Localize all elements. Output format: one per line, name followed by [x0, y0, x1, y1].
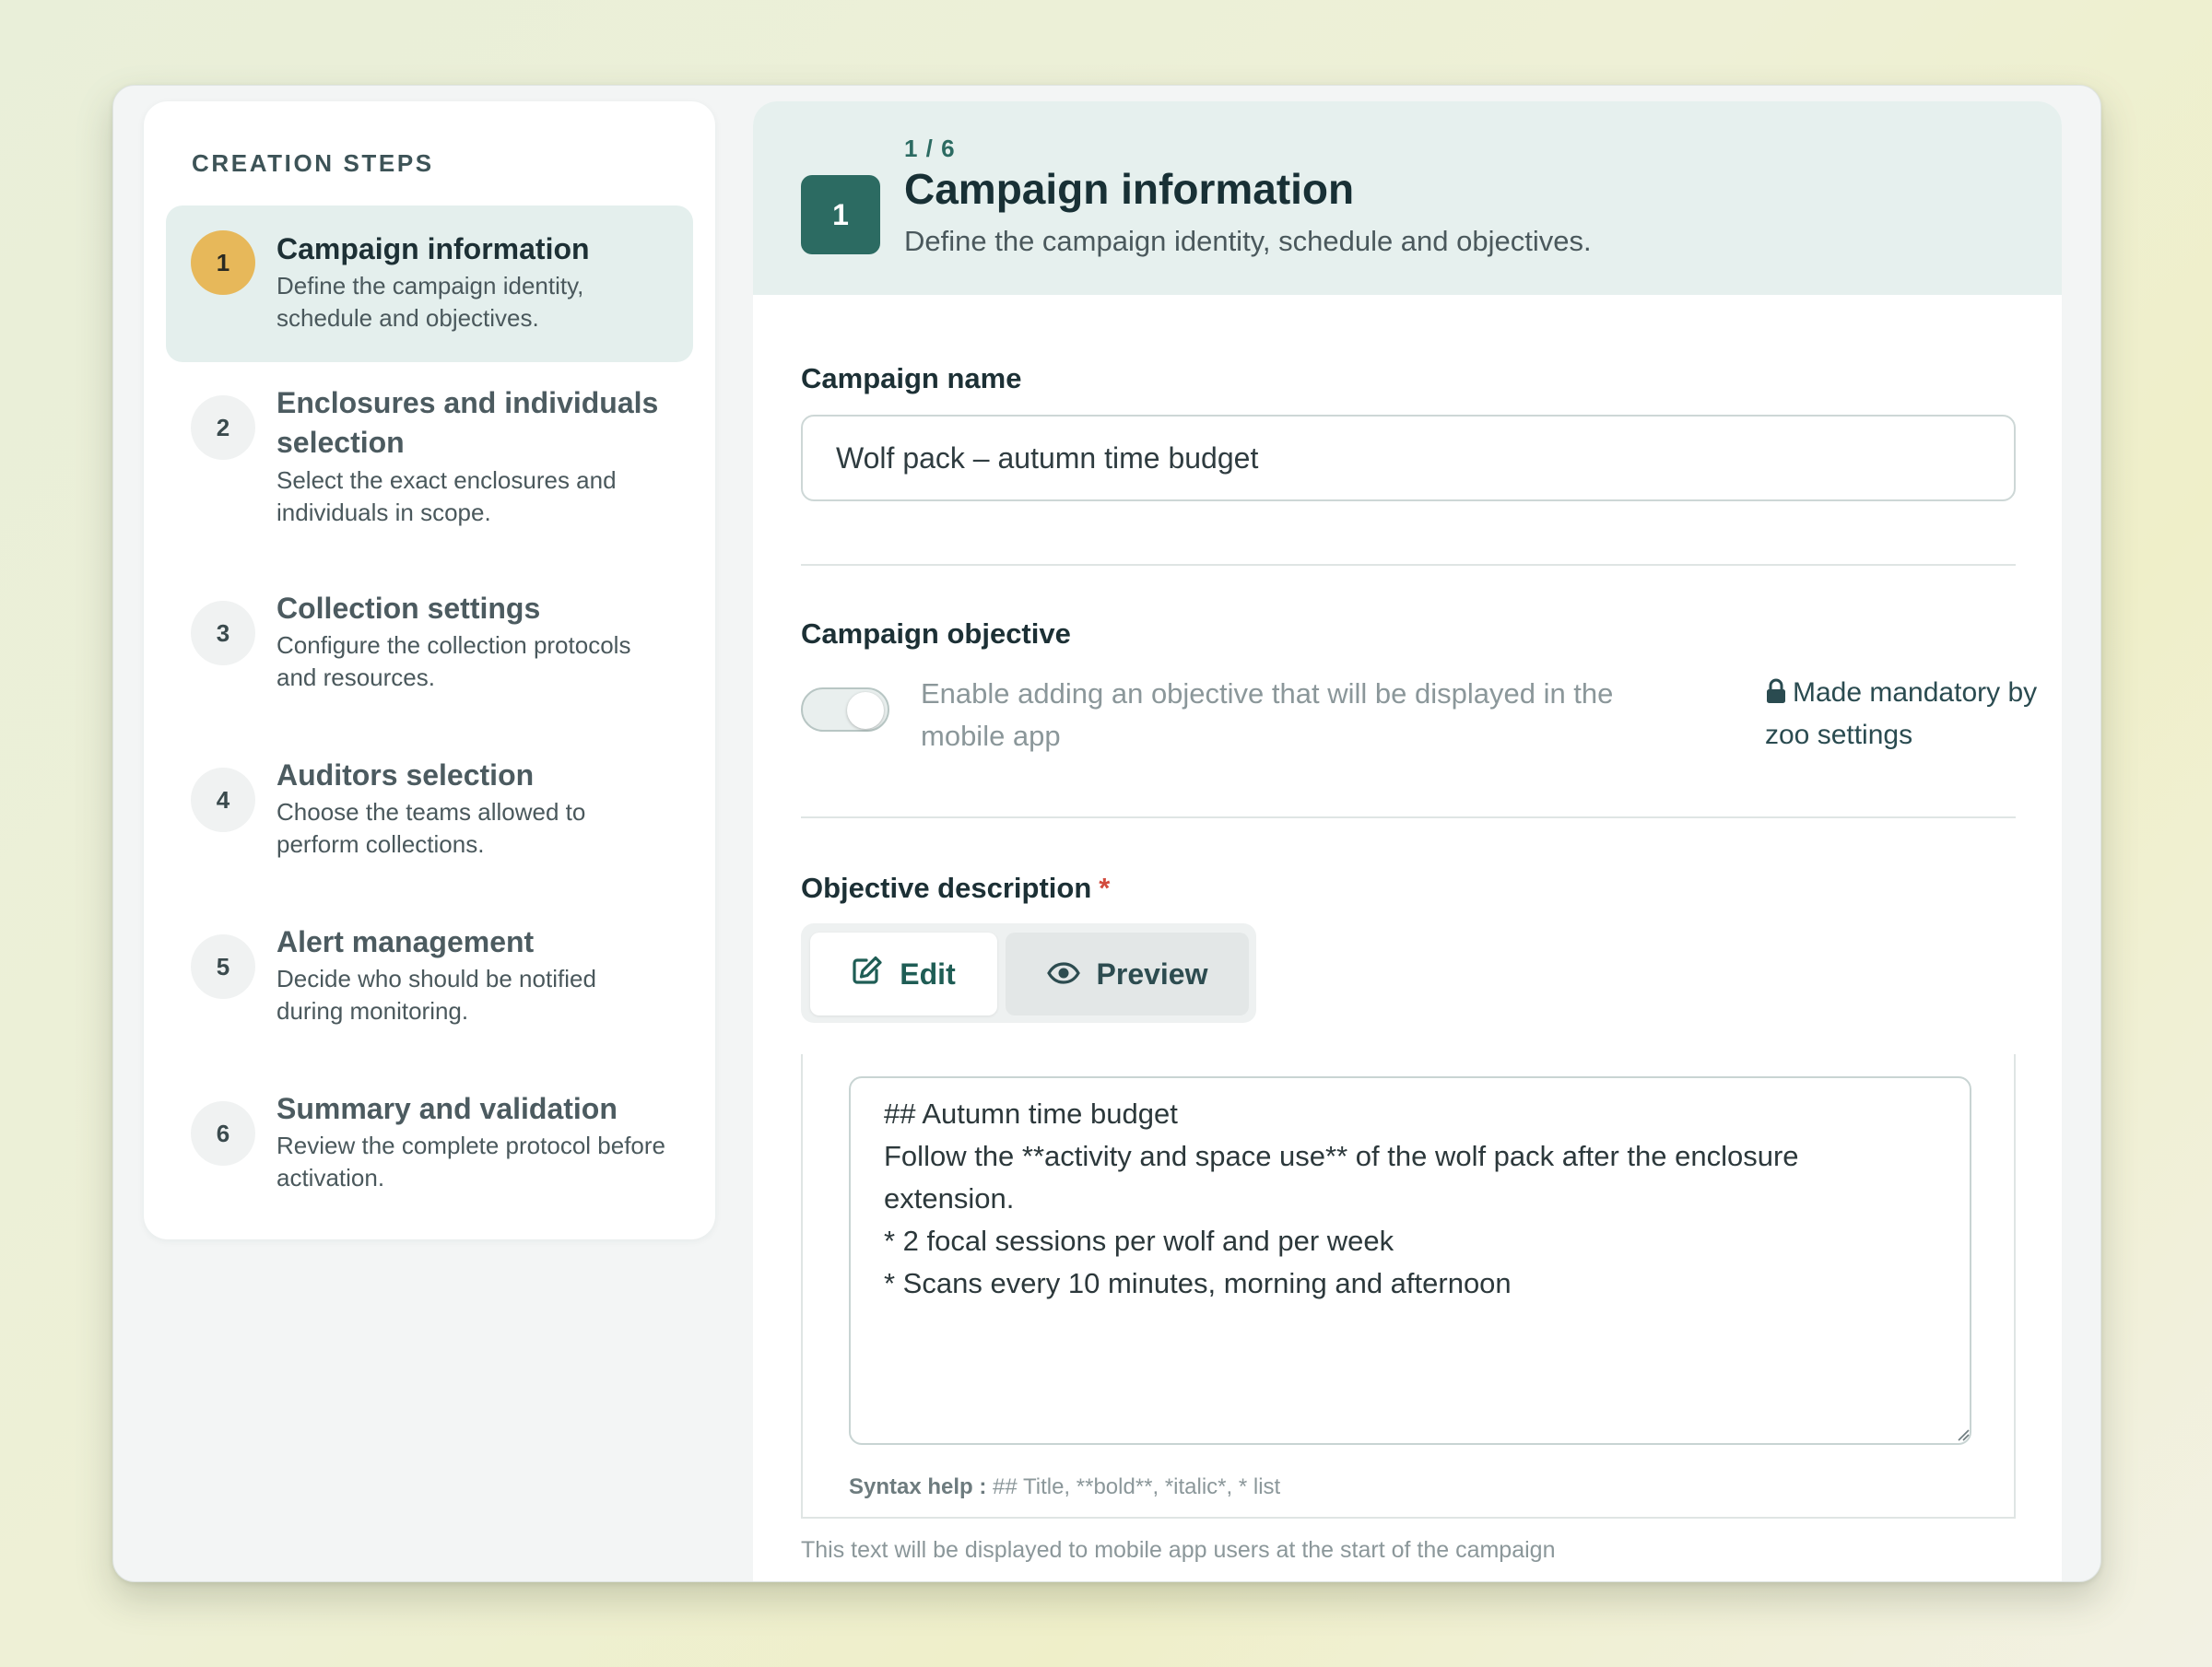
step-form-panel [753, 101, 2062, 1582]
step-badge: 1 [801, 175, 880, 254]
step-auditors-selection[interactable] [166, 742, 693, 880]
step-number: 1 [191, 230, 255, 295]
page-subtitle: Define the campaign identity, schedule and objectives. [904, 225, 1592, 257]
resize-handle[interactable] [1957, 1428, 1970, 1441]
step-number: 4 [191, 768, 255, 832]
creation-steps-sidebar [144, 101, 715, 1239]
tab-edit-label: Edit [900, 957, 956, 991]
description-footnote: This text will be displayed to mobile app users at the start of the campaign [801, 1537, 1556, 1563]
divider [801, 564, 2016, 566]
step-collection-settings[interactable] [166, 575, 693, 713]
page-title: Campaign information [904, 165, 1355, 213]
editor-mode-switch [801, 923, 1256, 1023]
step-summary-validation[interactable] [166, 1075, 693, 1214]
divider [801, 816, 2016, 818]
step-description: Review the complete protocol before activation. [276, 1132, 666, 1192]
step-description: Decide who should be notified during monitoring. [276, 965, 596, 1025]
toggle-knob [847, 692, 884, 729]
syntax-help-label: Syntax help : [849, 1474, 987, 1499]
edit-icon [852, 956, 900, 992]
step-description: Configure the collection protocols and resources. [276, 631, 631, 691]
objective-description-textarea[interactable] [849, 1076, 1971, 1445]
step-title: Alert management [276, 925, 535, 958]
campaign-name-label: Campaign name [801, 362, 1022, 394]
step-number: 5 [191, 934, 255, 999]
step-title: Enclosures and individuals selection [276, 386, 659, 459]
step-title: Auditors selection [276, 758, 535, 792]
step-alert-management[interactable] [166, 909, 693, 1047]
lock-icon [1765, 675, 1787, 715]
step-enclosures-selection[interactable] [166, 372, 693, 557]
step-number: 3 [191, 601, 255, 665]
sidebar-title: CREATION STEPS [192, 149, 434, 177]
objective-toggle-label: Enable adding an objective that will be displayed in the mobile app [921, 677, 1614, 752]
syntax-help-text: ## Title, **bold**, *italic*, * list [993, 1474, 1281, 1499]
eye-icon [1047, 957, 1097, 992]
step-description: Choose the teams allowed to perform collections. [276, 798, 586, 858]
campaign-name-input[interactable] [801, 415, 2016, 501]
step-title: Collection settings [276, 592, 541, 625]
step-description: Define the campaign identity, schedule and objectives. [276, 272, 584, 332]
step-number: 6 [191, 1101, 255, 1166]
mandatory-note [1765, 673, 2060, 755]
step-header [753, 101, 2062, 295]
step-progress: 1 / 6 [904, 135, 956, 162]
app-window [112, 85, 2101, 1582]
objective-description-label [801, 872, 1110, 905]
tab-edit[interactable] [810, 933, 997, 1015]
step-title: Campaign information [276, 232, 590, 265]
step-title: Summary and validation [276, 1092, 618, 1125]
step-campaign-information[interactable] [166, 205, 693, 362]
markdown-editor [801, 1054, 2016, 1519]
mandatory-note-text: Made mandatory by zoo settings [1765, 677, 2038, 750]
tab-preview[interactable] [1006, 933, 1249, 1015]
objective-description-label-text: Objective description [801, 872, 1092, 904]
objective-toggle[interactable] [801, 687, 889, 732]
tab-preview-label: Preview [1096, 957, 1208, 991]
step-description: Select the exact enclosures and individuals in scope. [276, 466, 617, 526]
step-number: 2 [191, 395, 255, 460]
syntax-help [849, 1474, 1280, 1500]
required-marker: * [1099, 872, 1111, 904]
campaign-objective-label: Campaign objective [801, 617, 1071, 650]
